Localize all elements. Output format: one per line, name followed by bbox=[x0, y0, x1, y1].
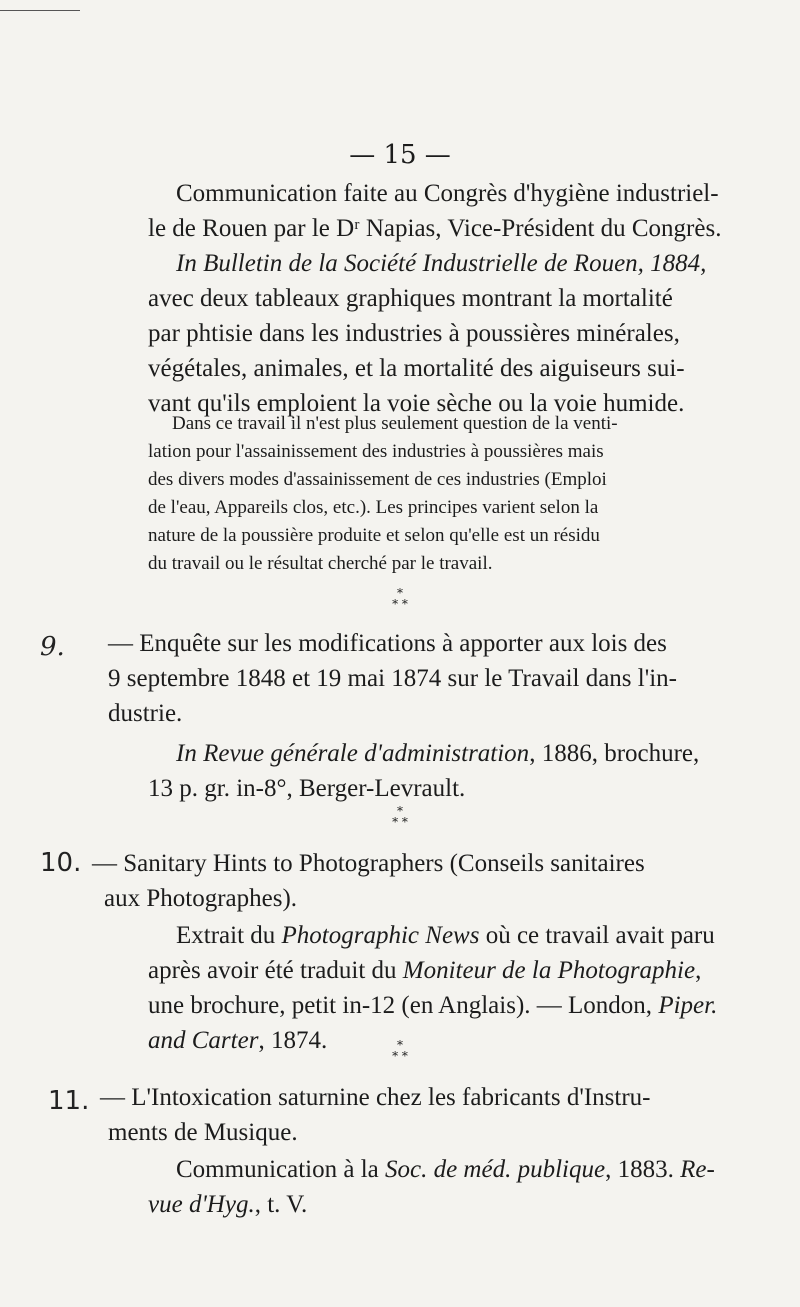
entry10-publisher: and Carter bbox=[148, 1027, 259, 1054]
entry9-line: Enquête sur les modifications à apporter aux lois des bbox=[139, 630, 667, 657]
entry11-pub-text: , 1883. bbox=[605, 1156, 681, 1183]
entry9-journal: In Revue générale d'administration bbox=[176, 740, 530, 767]
entry8-pub-line: In Bulletin de la Société Industrielle de Rouen, 1884, bbox=[176, 250, 707, 277]
entry8-description bbox=[148, 176, 722, 246]
entry10-line: Sanitary Hints to Photographers (Conseils sanitaires bbox=[123, 850, 645, 877]
entry8-note-line: du travail ou le résultat cherché par le travail. bbox=[148, 553, 493, 574]
entry8-pub-line: végétales, animales, et la mortalité des aiguiseurs sui- bbox=[148, 355, 685, 382]
entry8-note-line: lation pour l'assainissement des industries à poussières mais bbox=[148, 441, 604, 462]
entry10-publisher: Piper. bbox=[658, 992, 718, 1019]
entry9-line: dustrie. bbox=[108, 700, 183, 727]
entry11-journal: Soc. de méd. publique bbox=[384, 1156, 606, 1183]
entry11-pub-text: , t. V. bbox=[254, 1191, 308, 1218]
entry10-publication bbox=[148, 918, 718, 1058]
entry9-pub-line: 13 p. gr. in-8°, Berger-Levrault. bbox=[148, 775, 466, 802]
asterism-separator: * * * bbox=[392, 804, 408, 829]
entry11-pub-text: Communication à la bbox=[176, 1156, 385, 1183]
entry11-line: L'Intoxication saturnine chez les fabricants d'Instru- bbox=[131, 1084, 651, 1111]
entry11-journal2: Re- bbox=[680, 1156, 715, 1183]
entry8-pub-line: vant qu'ils emploient la voie sèche ou la voie humide. bbox=[148, 390, 685, 417]
entry10-pub-text: une brochure, petit in-12 (en Anglais). — London, bbox=[148, 992, 659, 1019]
entry11-handwritten-number: 11. bbox=[48, 1086, 90, 1116]
entry9-title bbox=[108, 626, 708, 731]
entry11-dash: — bbox=[100, 1084, 125, 1111]
entry9-handwritten-number: 9. bbox=[40, 632, 65, 662]
entry10-pub-text: où ce travail avait paru bbox=[479, 922, 715, 949]
asterism-separator: * * * bbox=[392, 1038, 408, 1063]
entry10-pub-text: après avoir été traduit du bbox=[148, 957, 403, 984]
entry10-journal: Photographic News bbox=[281, 922, 480, 949]
entry11-title bbox=[100, 1080, 708, 1150]
entry8-note-line: Dans ce travail il n'est plus seulement question de la venti- bbox=[172, 413, 618, 434]
entry10-handwritten-number: 10. bbox=[40, 848, 82, 878]
page-number: — 15 — bbox=[349, 140, 451, 170]
entry10-line: aux Photographes). bbox=[104, 885, 298, 912]
entry9-dash: — bbox=[108, 630, 133, 657]
entry9-line: 9 septembre 1848 et 19 mai 1874 sur le Travail dans l'in- bbox=[108, 665, 678, 692]
entry8-line: le de Rouen par le Dʳ Napias, Vice-Président du Congrès. bbox=[148, 215, 722, 242]
entry11-line: ments de Musique. bbox=[108, 1119, 298, 1146]
entry10-pub-text: , bbox=[695, 957, 702, 984]
entry8-note bbox=[148, 410, 708, 578]
entry8-pub-line: par phtisie dans les industries à poussières minérales, bbox=[148, 320, 680, 347]
entry10-title bbox=[92, 846, 708, 916]
entry10-dash: — bbox=[92, 850, 117, 877]
entry10-source-journal: Moniteur de la Photographie bbox=[402, 957, 696, 984]
entry8-note-line: de l'eau, Appareils clos, etc.). Les principes varient selon la bbox=[148, 497, 599, 518]
asterism-separator: * * * bbox=[392, 586, 408, 611]
entry11-publication bbox=[148, 1152, 715, 1222]
entry8-pub-line: avec deux tableaux graphiques montrant la mortalité bbox=[148, 285, 673, 312]
entry8-note-line: nature de la poussière produite et selon qu'elle est un résidu bbox=[148, 525, 600, 546]
entry8-line: Communication faite au Congrès d'hygiène industriel- bbox=[176, 180, 719, 207]
entry8-publication bbox=[148, 246, 708, 421]
entry9-pub-rest: , 1886, brochure, bbox=[529, 740, 700, 767]
entry10-pub-text: Extrait du bbox=[176, 922, 282, 949]
entry9-publication bbox=[148, 736, 708, 806]
entry11-journal2: vue d'Hyg. bbox=[148, 1191, 255, 1218]
entry10-pub-text: , 1874. bbox=[258, 1027, 328, 1054]
entry8-note-line: des divers modes d'assainissement de ces industries (Emploi bbox=[148, 469, 607, 490]
